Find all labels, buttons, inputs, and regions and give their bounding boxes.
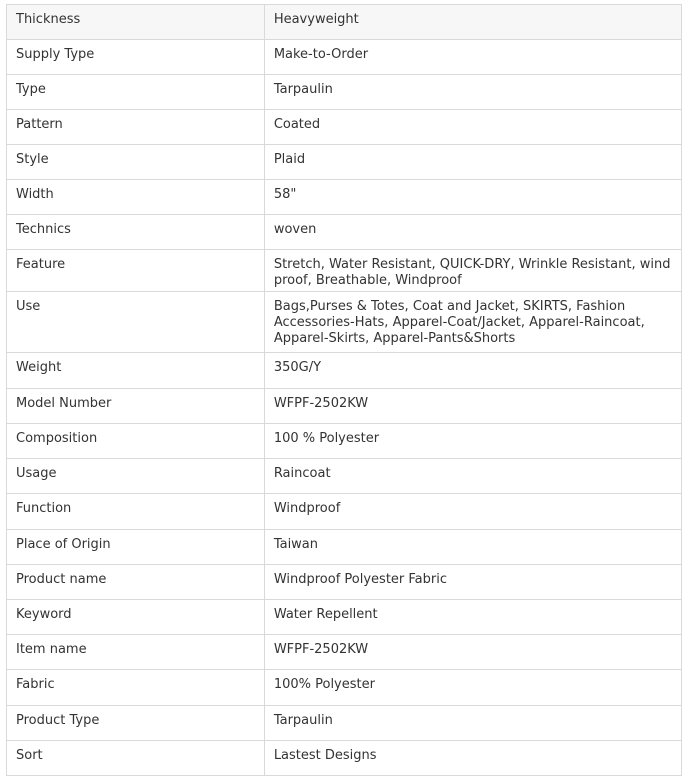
spec-key: Weight	[7, 353, 265, 389]
table-row	[7, 635, 682, 670]
table-row	[7, 706, 682, 741]
table-row	[7, 459, 682, 494]
spec-key: Product Type	[7, 706, 265, 741]
table-row	[7, 565, 682, 600]
spec-key: Function	[7, 494, 265, 530]
spec-value: Water Repellent	[264, 600, 681, 635]
spec-value: WFPF-2502KW	[264, 389, 681, 424]
spec-value: 350G/Y	[264, 353, 681, 389]
spec-key: Feature	[7, 250, 265, 292]
spec-table	[6, 4, 682, 776]
spec-value: Heavyweight	[264, 5, 681, 40]
spec-key: Place of Origin	[7, 530, 265, 565]
spec-value: WFPF-2502KW	[264, 635, 681, 670]
spec-key: Item name	[7, 635, 265, 670]
table-row	[7, 40, 682, 75]
spec-value: Windproof Polyester Fabric	[264, 565, 681, 600]
spec-key: Keyword	[7, 600, 265, 635]
spec-value: Tarpaulin	[264, 706, 681, 741]
spec-key: Product name	[7, 565, 265, 600]
spec-key: Fabric	[7, 670, 265, 706]
table-row	[7, 600, 682, 635]
spec-value: 58"	[264, 180, 681, 215]
spec-value: Lastest Designs	[264, 741, 681, 776]
table-row	[7, 741, 682, 776]
spec-value: Taiwan	[264, 530, 681, 565]
table-row	[7, 215, 682, 250]
spec-key: Sort	[7, 741, 265, 776]
spec-value: Coated	[264, 110, 681, 145]
table-row	[7, 530, 682, 565]
spec-key: Technics	[7, 215, 265, 250]
table-row	[7, 75, 682, 110]
spec-key: Style	[7, 145, 265, 180]
spec-key: Thickness	[7, 5, 265, 40]
spec-value: Tarpaulin	[264, 75, 681, 110]
spec-value: Stretch, Water Resistant, QUICK-DRY, Wrinkle Resistant, wind proof, Breathable, Windproof	[264, 250, 681, 292]
spec-value: Bags,Purses & Totes, Coat and Jacket, SKIRTS, Fashion Accessories-Hats, Apparel-Coat/Jacket, Apparel-Raincoat, Apparel-Skirts, Apparel-Pants&Shorts	[264, 292, 681, 353]
spec-key: Model Number	[7, 389, 265, 424]
spec-value: Plaid	[264, 145, 681, 180]
spec-value: Make-to-Order	[264, 40, 681, 75]
spec-value: Windproof	[264, 494, 681, 530]
spec-key: Composition	[7, 424, 265, 459]
spec-key: Pattern	[7, 110, 265, 145]
table-row	[7, 353, 682, 389]
spec-value: 100 % Polyester	[264, 424, 681, 459]
spec-key: Supply Type	[7, 40, 265, 75]
spec-key: Width	[7, 180, 265, 215]
table-row	[7, 389, 682, 424]
table-row	[7, 5, 682, 40]
table-row	[7, 494, 682, 530]
spec-key: Use	[7, 292, 265, 353]
spec-value: woven	[264, 215, 681, 250]
spec-value: Raincoat	[264, 459, 681, 494]
spec-value: 100% Polyester	[264, 670, 681, 706]
table-row	[7, 250, 682, 292]
table-row	[7, 670, 682, 706]
table-row	[7, 110, 682, 145]
spec-key: Type	[7, 75, 265, 110]
table-row	[7, 145, 682, 180]
table-row	[7, 180, 682, 215]
spec-key: Usage	[7, 459, 265, 494]
table-row	[7, 424, 682, 459]
table-row	[7, 292, 682, 353]
